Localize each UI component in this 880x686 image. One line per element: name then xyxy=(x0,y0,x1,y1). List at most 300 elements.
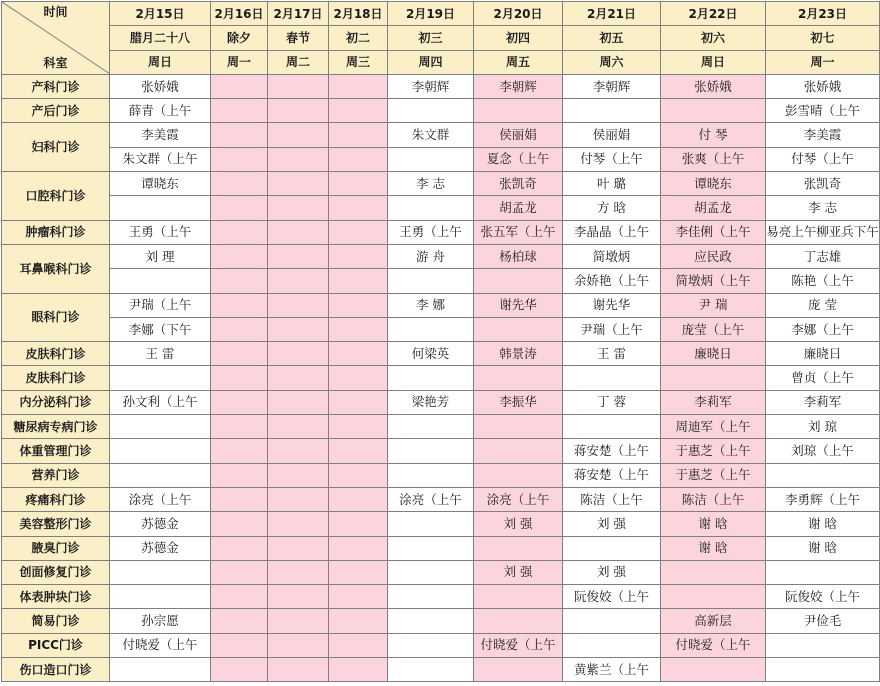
weekday-header: 周日 xyxy=(110,50,211,74)
schedule-cell: 王 雷 xyxy=(563,342,661,366)
schedule-cell xyxy=(329,487,388,511)
schedule-body xyxy=(2,2,880,682)
schedule-cell xyxy=(110,463,211,487)
schedule-cell xyxy=(388,415,474,439)
schedule-cell xyxy=(388,585,474,609)
schedule-cell: 刘 强 xyxy=(563,560,661,584)
schedule-cell xyxy=(388,463,474,487)
schedule-cell xyxy=(268,609,329,633)
schedule-cell xyxy=(211,415,268,439)
schedule-cell xyxy=(268,293,329,317)
table-row xyxy=(2,585,880,609)
schedule-cell xyxy=(474,536,563,560)
department-name: 妇科门诊 xyxy=(2,123,110,172)
weekday-header: 周二 xyxy=(268,50,329,74)
schedule-cell: 尹 瑞 xyxy=(661,293,766,317)
lunar-header: 初四 xyxy=(474,26,563,50)
date-header: 2月18日 xyxy=(329,2,388,26)
schedule-cell: 李勇辉（上午 xyxy=(766,487,880,511)
schedule-cell xyxy=(268,366,329,390)
schedule-cell xyxy=(211,269,268,293)
schedule-cell xyxy=(474,463,563,487)
department-name: 伤口造口门诊 xyxy=(2,658,110,682)
schedule-cell: 侯丽娟 xyxy=(563,123,661,147)
lunar-header: 初三 xyxy=(388,26,474,50)
schedule-cell xyxy=(661,99,766,123)
schedule-cell xyxy=(268,658,329,682)
schedule-cell: 谢 晗 xyxy=(661,512,766,536)
schedule-cell: 蒋安楚（上午 xyxy=(563,463,661,487)
schedule-cell xyxy=(211,512,268,536)
table-row xyxy=(2,658,880,682)
schedule-cell xyxy=(388,439,474,463)
schedule-cell xyxy=(661,658,766,682)
schedule-cell xyxy=(661,366,766,390)
table-row xyxy=(2,633,880,657)
schedule-cell xyxy=(329,609,388,633)
schedule-cell xyxy=(474,366,563,390)
schedule-cell: 于惠芝（上午 xyxy=(661,463,766,487)
schedule-cell xyxy=(211,147,268,171)
schedule-cell xyxy=(211,633,268,657)
schedule-cell: 谭晓东 xyxy=(661,172,766,196)
schedule-cell: 李佳俐（上午 xyxy=(661,220,766,244)
schedule-cell xyxy=(211,366,268,390)
schedule-cell xyxy=(268,585,329,609)
schedule-cell xyxy=(211,342,268,366)
schedule-cell xyxy=(211,99,268,123)
table-row xyxy=(2,172,880,196)
department-name: PICC门诊 xyxy=(2,633,110,657)
schedule-cell xyxy=(329,585,388,609)
schedule-cell xyxy=(388,317,474,341)
schedule-cell xyxy=(388,147,474,171)
schedule-cell xyxy=(388,658,474,682)
schedule-cell: 谭晓东 xyxy=(110,172,211,196)
schedule-cell xyxy=(329,560,388,584)
department-name: 眼科门诊 xyxy=(2,293,110,342)
schedule-cell: 黄紫兰（上午 xyxy=(563,658,661,682)
schedule-cell xyxy=(110,439,211,463)
schedule-cell: 刘 强 xyxy=(474,512,563,536)
schedule-cell xyxy=(474,439,563,463)
schedule-cell xyxy=(268,172,329,196)
schedule-cell: 张爽（上午 xyxy=(661,147,766,171)
schedule-cell: 付 琴 xyxy=(661,123,766,147)
schedule-cell: 周迪军（上午 xyxy=(661,415,766,439)
schedule-cell xyxy=(211,560,268,584)
table-row xyxy=(2,439,880,463)
schedule-cell xyxy=(388,560,474,584)
schedule-cell: 王勇（上午 xyxy=(388,220,474,244)
schedule-cell: 阮俊姣（上午 xyxy=(563,585,661,609)
schedule-cell: 薛青（上午 xyxy=(110,99,211,123)
department-name: 体重管理门诊 xyxy=(2,439,110,463)
table-row xyxy=(2,99,880,123)
schedule-cell xyxy=(329,220,388,244)
weekday-header: 周一 xyxy=(766,50,880,74)
schedule-cell: 胡孟龙 xyxy=(661,196,766,220)
department-name: 简易门诊 xyxy=(2,609,110,633)
schedule-cell xyxy=(268,196,329,220)
weekday-header: 周一 xyxy=(211,50,268,74)
schedule-cell: 陈艳（上午 xyxy=(766,269,880,293)
table-row xyxy=(2,487,880,511)
table-row xyxy=(2,293,880,317)
table-row xyxy=(2,390,880,414)
schedule-cell: 尹俭毛 xyxy=(766,609,880,633)
table-row xyxy=(2,512,880,536)
schedule-cell: 李美霞 xyxy=(110,123,211,147)
schedule-cell xyxy=(329,244,388,268)
schedule-cell xyxy=(211,658,268,682)
schedule-cell xyxy=(211,609,268,633)
schedule-cell: 张娇娥 xyxy=(661,74,766,98)
schedule-cell xyxy=(211,196,268,220)
schedule-cell: 丁 蓉 xyxy=(563,390,661,414)
department-name: 体表肿块门诊 xyxy=(2,585,110,609)
schedule-cell: 李娜（下午 xyxy=(110,317,211,341)
schedule-cell: 陈洁（上午 xyxy=(563,487,661,511)
schedule-cell xyxy=(268,317,329,341)
schedule-cell: 李莉军 xyxy=(661,390,766,414)
weekday-header: 周六 xyxy=(563,50,661,74)
schedule-cell xyxy=(661,560,766,584)
schedule-cell: 简墩炳（上午 xyxy=(661,269,766,293)
schedule-cell xyxy=(329,293,388,317)
schedule-cell: 张娇娥 xyxy=(766,74,880,98)
schedule-cell: 蒋安楚（上午 xyxy=(563,439,661,463)
schedule-cell xyxy=(268,147,329,171)
department-name: 营养门诊 xyxy=(2,463,110,487)
schedule-cell: 谢 晗 xyxy=(661,536,766,560)
table-row xyxy=(2,609,880,633)
schedule-cell: 应民政 xyxy=(661,244,766,268)
schedule-table xyxy=(1,1,880,682)
schedule-cell xyxy=(329,342,388,366)
schedule-cell: 尹瑞（上午 xyxy=(563,317,661,341)
department-name: 糖尿病专病门诊 xyxy=(2,415,110,439)
schedule-cell: 付琴（上午 xyxy=(766,147,880,171)
table-row xyxy=(2,123,880,147)
schedule-cell: 李 娜 xyxy=(388,293,474,317)
corner-time-label: 时间 xyxy=(43,5,68,19)
department-name: 腋臭门诊 xyxy=(2,536,110,560)
table-row xyxy=(2,415,880,439)
schedule-cell xyxy=(766,463,880,487)
schedule-cell: 孙文利（上午 xyxy=(110,390,211,414)
schedule-cell xyxy=(329,99,388,123)
schedule-cell xyxy=(110,196,211,220)
table-row xyxy=(2,74,880,98)
schedule-cell: 李朝辉 xyxy=(563,74,661,98)
date-header: 2月17日 xyxy=(268,2,329,26)
schedule-cell: 刘 强 xyxy=(474,560,563,584)
schedule-cell xyxy=(268,463,329,487)
schedule-cell xyxy=(563,536,661,560)
table-row xyxy=(2,317,880,341)
schedule-cell: 余娇艳（上午 xyxy=(563,269,661,293)
weekday-header: 周日 xyxy=(661,50,766,74)
schedule-cell: 刘 强 xyxy=(563,512,661,536)
schedule-cell xyxy=(110,658,211,682)
table-row xyxy=(2,560,880,584)
schedule-cell: 谢 晗 xyxy=(766,512,880,536)
schedule-cell: 阮俊姣（上午 xyxy=(766,585,880,609)
schedule-cell xyxy=(474,99,563,123)
schedule-cell: 胡孟龙 xyxy=(474,196,563,220)
schedule-cell: 付琴（上午 xyxy=(563,147,661,171)
schedule-cell: 刘 理 xyxy=(110,244,211,268)
schedule-cell xyxy=(388,99,474,123)
schedule-cell xyxy=(388,536,474,560)
schedule-cell xyxy=(268,487,329,511)
schedule-cell xyxy=(211,172,268,196)
schedule-cell: 涂亮（上午 xyxy=(474,487,563,511)
schedule-cell: 彭雪晴（上午 xyxy=(766,99,880,123)
schedule-cell: 谢 晗 xyxy=(766,536,880,560)
schedule-cell xyxy=(268,390,329,414)
schedule-cell xyxy=(211,585,268,609)
schedule-cell: 李美霞 xyxy=(766,123,880,147)
schedule-cell xyxy=(110,269,211,293)
schedule-cell: 李 志 xyxy=(766,196,880,220)
schedule-cell xyxy=(329,658,388,682)
schedule-cell: 侯丽娟 xyxy=(474,123,563,147)
schedule-cell: 李振华 xyxy=(474,390,563,414)
schedule-cell xyxy=(388,366,474,390)
schedule-cell xyxy=(211,463,268,487)
schedule-cell: 游 舟 xyxy=(388,244,474,268)
schedule-cell xyxy=(268,512,329,536)
schedule-cell: 高新层 xyxy=(661,609,766,633)
schedule-cell xyxy=(329,317,388,341)
schedule-cell: 张凯奇 xyxy=(474,172,563,196)
schedule-cell xyxy=(110,415,211,439)
schedule-cell xyxy=(211,487,268,511)
schedule-cell xyxy=(563,415,661,439)
weekday-header: 周四 xyxy=(388,50,474,74)
schedule-cell: 付晓爱（上午 xyxy=(110,633,211,657)
schedule-cell: 李 志 xyxy=(388,172,474,196)
table-row xyxy=(2,342,880,366)
schedule-cell: 李娜（上午 xyxy=(766,317,880,341)
weekday-header: 周五 xyxy=(474,50,563,74)
schedule-cell xyxy=(329,196,388,220)
schedule-cell xyxy=(329,415,388,439)
corner-dept-label: 科室 xyxy=(43,55,68,70)
schedule-cell: 张五军（上午 xyxy=(474,220,563,244)
schedule-cell: 廉晓日 xyxy=(661,342,766,366)
schedule-cell xyxy=(211,536,268,560)
schedule-cell xyxy=(766,560,880,584)
schedule-cell: 涂亮（上午 xyxy=(110,487,211,511)
schedule-cell xyxy=(268,415,329,439)
schedule-cell: 付晓爱（上午 xyxy=(474,633,563,657)
schedule-cell xyxy=(268,439,329,463)
schedule-cell xyxy=(474,585,563,609)
schedule-cell: 李朝辉 xyxy=(388,74,474,98)
schedule-cell xyxy=(268,74,329,98)
schedule-cell xyxy=(211,439,268,463)
schedule-cell: 韩景涛 xyxy=(474,342,563,366)
schedule-cell xyxy=(329,536,388,560)
department-name: 耳鼻喉科门诊 xyxy=(2,244,110,293)
schedule-cell xyxy=(474,317,563,341)
schedule-cell xyxy=(211,390,268,414)
schedule-cell xyxy=(329,269,388,293)
schedule-cell xyxy=(329,463,388,487)
schedule-cell: 夏念（上午 xyxy=(474,147,563,171)
schedule-cell: 苏德金 xyxy=(110,536,211,560)
schedule-cell xyxy=(110,585,211,609)
schedule-cell xyxy=(329,74,388,98)
department-name: 产后门诊 xyxy=(2,99,110,123)
date-header: 2月22日 xyxy=(661,2,766,26)
schedule-cell xyxy=(268,99,329,123)
header-row-dates xyxy=(2,2,880,26)
schedule-cell: 简墩炳 xyxy=(563,244,661,268)
schedule-cell xyxy=(329,366,388,390)
schedule-cell xyxy=(329,439,388,463)
department-name: 口腔科门诊 xyxy=(2,172,110,221)
schedule-cell xyxy=(110,560,211,584)
schedule-cell xyxy=(268,269,329,293)
schedule-cell: 曾贞（上午 xyxy=(766,366,880,390)
department-name: 疼痛科门诊 xyxy=(2,487,110,511)
date-header: 2月19日 xyxy=(388,2,474,26)
corner-cell xyxy=(2,2,110,75)
schedule-cell xyxy=(268,342,329,366)
schedule-cell xyxy=(329,147,388,171)
lunar-header: 初五 xyxy=(563,26,661,50)
schedule-cell: 王 雷 xyxy=(110,342,211,366)
lunar-header: 初二 xyxy=(329,26,388,50)
schedule-cell xyxy=(563,633,661,657)
lunar-header: 除夕 xyxy=(211,26,268,50)
department-name: 美容整形门诊 xyxy=(2,512,110,536)
schedule-cell: 陈洁（上午 xyxy=(661,487,766,511)
department-name: 皮肤科门诊 xyxy=(2,366,110,390)
schedule-cell xyxy=(388,269,474,293)
table-row xyxy=(2,220,880,244)
table-row xyxy=(2,366,880,390)
schedule-cell: 李晶晶（上午 xyxy=(563,220,661,244)
schedule-cell xyxy=(329,390,388,414)
schedule-cell xyxy=(388,609,474,633)
schedule-cell: 庞莹（上午 xyxy=(661,317,766,341)
schedule-cell: 叶 璐 xyxy=(563,172,661,196)
schedule-cell xyxy=(211,293,268,317)
schedule-cell: 张娇娥 xyxy=(110,74,211,98)
schedule-cell xyxy=(474,658,563,682)
schedule-cell: 张凯奇 xyxy=(766,172,880,196)
schedule-cell xyxy=(766,633,880,657)
schedule-cell: 于惠芝（上午 xyxy=(661,439,766,463)
schedule-cell xyxy=(211,244,268,268)
schedule-cell: 涂亮（上午 xyxy=(388,487,474,511)
schedule-cell: 谢先华 xyxy=(474,293,563,317)
schedule-cell xyxy=(211,123,268,147)
schedule-cell xyxy=(474,415,563,439)
schedule-cell xyxy=(268,633,329,657)
schedule-cell: 刘 琼 xyxy=(766,415,880,439)
schedule-cell: 朱文群（上午 xyxy=(110,147,211,171)
schedule-cell xyxy=(268,536,329,560)
schedule-cell xyxy=(474,609,563,633)
date-header: 2月20日 xyxy=(474,2,563,26)
schedule-cell xyxy=(329,512,388,536)
schedule-cell: 苏德金 xyxy=(110,512,211,536)
schedule-cell: 刘琼（上午 xyxy=(766,439,880,463)
date-header: 2月15日 xyxy=(110,2,211,26)
schedule-cell: 王勇（上午 xyxy=(110,220,211,244)
schedule-cell: 何梁英 xyxy=(388,342,474,366)
table-row xyxy=(2,244,880,268)
department-name: 产科门诊 xyxy=(2,74,110,98)
lunar-header: 春节 xyxy=(268,26,329,50)
schedule-cell: 梁艳芳 xyxy=(388,390,474,414)
schedule-cell: 方 晗 xyxy=(563,196,661,220)
schedule-cell xyxy=(766,658,880,682)
table-row xyxy=(2,196,880,220)
schedule-cell xyxy=(388,633,474,657)
schedule-cell xyxy=(268,123,329,147)
schedule-cell: 尹瑞（上午 xyxy=(110,293,211,317)
schedule-cell xyxy=(329,172,388,196)
table-row xyxy=(2,147,880,171)
schedule-cell xyxy=(388,512,474,536)
schedule-cell: 朱文群 xyxy=(388,123,474,147)
schedule-cell: 李莉军 xyxy=(766,390,880,414)
schedule-cell: 付晓爱（上午 xyxy=(661,633,766,657)
header-row-weekday xyxy=(2,50,880,74)
department-name: 肿瘤科门诊 xyxy=(2,220,110,244)
schedule-cell xyxy=(268,560,329,584)
schedule-cell xyxy=(211,220,268,244)
lunar-header: 腊月二十八 xyxy=(110,26,211,50)
schedule-cell xyxy=(474,269,563,293)
schedule-cell xyxy=(661,585,766,609)
department-name: 创面修复门诊 xyxy=(2,560,110,584)
table-row xyxy=(2,269,880,293)
lunar-header: 初七 xyxy=(766,26,880,50)
schedule-cell: 廉晓日 xyxy=(766,342,880,366)
weekday-header: 周三 xyxy=(329,50,388,74)
schedule-cell xyxy=(563,609,661,633)
schedule-cell xyxy=(388,196,474,220)
schedule-cell: 易亮上午柳亚兵下午 xyxy=(766,220,880,244)
schedule-cell xyxy=(563,366,661,390)
table-row xyxy=(2,536,880,560)
date-header: 2月23日 xyxy=(766,2,880,26)
schedule-cell xyxy=(563,99,661,123)
schedule-cell: 杨柏球 xyxy=(474,244,563,268)
schedule-cell: 李朝辉 xyxy=(474,74,563,98)
schedule-cell: 孙宗愿 xyxy=(110,609,211,633)
schedule-cell: 丁志雄 xyxy=(766,244,880,268)
department-name: 内分泌科门诊 xyxy=(2,390,110,414)
schedule-cell xyxy=(211,74,268,98)
department-name: 皮肤科门诊 xyxy=(2,342,110,366)
table-row xyxy=(2,463,880,487)
schedule-cell xyxy=(329,633,388,657)
schedule-cell xyxy=(329,123,388,147)
date-header: 2月21日 xyxy=(563,2,661,26)
schedule-cell xyxy=(268,244,329,268)
schedule-cell xyxy=(110,366,211,390)
header-row-lunar xyxy=(2,26,880,50)
